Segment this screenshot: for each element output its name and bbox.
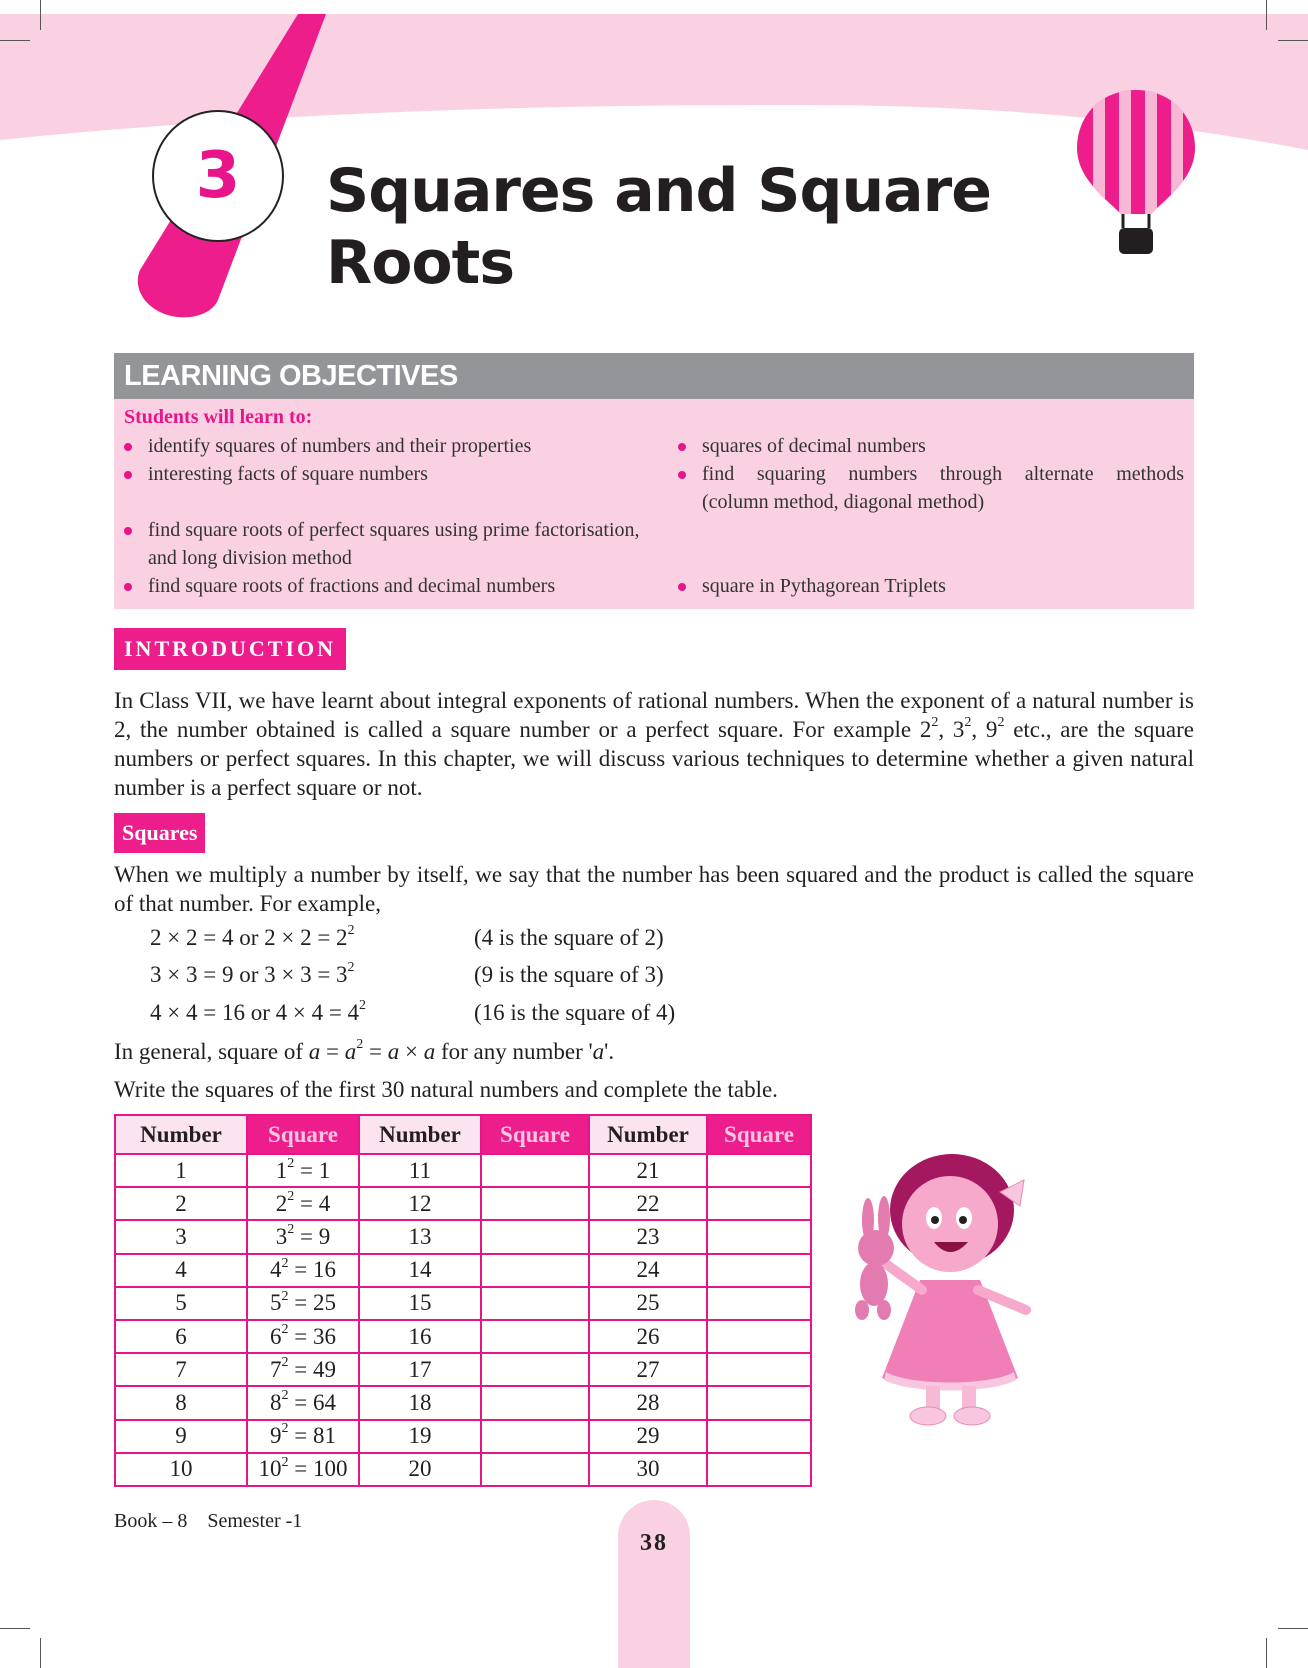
number-cell: 3 — [115, 1220, 247, 1253]
crop-mark — [0, 40, 30, 41]
number-cell: 4 — [115, 1254, 247, 1287]
number-cell: 11 — [359, 1154, 481, 1187]
number-cell: 6 — [115, 1320, 247, 1353]
example-equation: 3 × 3 = 9 or $3 \times 3 = 3^2$ — [150, 960, 355, 987]
square-cell-blank — [707, 1154, 811, 1187]
introduction-heading: INTRODUCTION — [114, 628, 346, 670]
crop-mark — [1266, 1638, 1267, 1668]
square-cell-blank — [481, 1453, 589, 1486]
table-row — [115, 1287, 811, 1320]
square-cell-blank — [707, 1254, 811, 1287]
square-cell-blank — [481, 1420, 589, 1453]
chapter-title-line2: Roots — [326, 228, 515, 298]
square-cell-blank — [707, 1453, 811, 1486]
number-cell: 25 — [589, 1287, 707, 1320]
square-cell-blank — [707, 1420, 811, 1453]
number-cell: 16 — [359, 1320, 481, 1353]
table-row — [115, 1187, 811, 1220]
learning-objectives-heading: LEARNING OBJECTIVES — [114, 353, 1194, 399]
objective-item: squares of decimal numbers — [702, 432, 926, 460]
table-row — [115, 1453, 811, 1486]
objective-item-continued: (column method, diagonal method) — [702, 491, 985, 513]
table-row — [115, 1420, 811, 1453]
square-cell: $2^2 = 4$ — [247, 1187, 359, 1220]
crop-mark — [1278, 40, 1308, 41]
crop-mark — [0, 1628, 30, 1629]
number-cell: 21 — [589, 1154, 707, 1187]
number-cell: 30 — [589, 1453, 707, 1486]
column-header: Square — [481, 1115, 589, 1154]
number-cell: 5 — [115, 1287, 247, 1320]
page-number-tab — [618, 1500, 690, 1668]
crop-mark — [40, 0, 41, 30]
square-cell-blank — [481, 1320, 589, 1353]
square-cell-blank — [481, 1154, 589, 1187]
square-cell: $7^2 = 49$ — [247, 1353, 359, 1386]
example-note: (9 is the square of 3) — [474, 962, 664, 987]
square-cell: $4^2 = 16$ — [247, 1254, 359, 1287]
square-cell: $1^2 = 1$ — [247, 1154, 359, 1187]
crop-mark — [1266, 0, 1267, 30]
girl-with-bunny-illustration — [840, 1140, 1060, 1430]
square-cell-blank — [481, 1353, 589, 1386]
number-cell: 12 — [359, 1187, 481, 1220]
chapter-number: 3 — [195, 139, 241, 213]
number-cell: 2 — [115, 1187, 247, 1220]
example-note: (4 is the square of 2) — [474, 925, 664, 950]
example-note: (16 is the square of 4) — [474, 1000, 676, 1025]
chapter-title-line1: Squares and Square — [326, 156, 991, 226]
example-equation: 4 × 4 = 16 or $4 \times 4 = 4^2$ — [150, 998, 367, 1025]
square-cell-blank — [481, 1187, 589, 1220]
number-cell: 10 — [115, 1453, 247, 1486]
column-header: Number — [359, 1115, 481, 1154]
number-cell: 8 — [115, 1386, 247, 1419]
squares-paragraph: When we multiply a number by itself, we say that the number has been squared and the product is called the square of that number. For example, — [114, 862, 1194, 916]
column-header: Square — [247, 1115, 359, 1154]
introduction-paragraph: In Class VII, we have learnt about integral exponents of rational numbers. When the exponent of a natural number is 2, the number obtained is called a square number or a perfect square. For example $2^2$, $3^2$, $9^2$ etc., are the square numbers or perfect squares. In this chapter, we will discuss various techniques to determine whether a given natural number is a perfect square or not. — [114, 688, 1195, 800]
hot-air-balloon-icon — [1073, 86, 1199, 258]
objective-item-continued: and long division method — [148, 547, 352, 569]
table-row — [115, 1154, 811, 1187]
table-row — [115, 1254, 811, 1287]
square-cell-blank — [707, 1320, 811, 1353]
objective-item: find square roots of fractions and decimal numbers — [148, 572, 555, 600]
square-cell: $3^2 = 9$ — [247, 1220, 359, 1253]
number-cell: 14 — [359, 1254, 481, 1287]
page-number: 38 — [640, 1530, 668, 1556]
table-header-row — [115, 1115, 811, 1154]
chapter-number-badge — [152, 110, 284, 242]
column-header: Number — [589, 1115, 707, 1154]
objective-item: find square roots of perfect squares using prime factorisation, — [148, 516, 640, 544]
number-cell: 23 — [589, 1220, 707, 1253]
number-cell: 17 — [359, 1353, 481, 1386]
number-cell: 26 — [589, 1320, 707, 1353]
square-cell-blank — [481, 1220, 589, 1253]
crop-mark — [1278, 1628, 1308, 1629]
squares-heading: Squares — [114, 813, 205, 853]
number-cell: 18 — [359, 1386, 481, 1419]
square-cell-blank — [707, 1386, 811, 1419]
square-cell-blank — [707, 1353, 811, 1386]
number-cell: 29 — [589, 1420, 707, 1453]
table-row — [115, 1220, 811, 1253]
square-cell-blank — [481, 1386, 589, 1419]
number-cell: 1 — [115, 1154, 247, 1187]
table-row — [115, 1353, 811, 1386]
table-row — [115, 1320, 811, 1353]
square-cell-blank — [707, 1287, 811, 1320]
square-cell-blank — [707, 1220, 811, 1253]
square-cell-blank — [481, 1287, 589, 1320]
number-cell: 27 — [589, 1353, 707, 1386]
table-row — [115, 1386, 811, 1419]
objectives-lead: Students will learn to: — [124, 406, 313, 428]
example-equation: 2 × 2 = 4 or $2 \times 2 = 2^2$ — [150, 923, 355, 950]
objective-item: interesting facts of square numbers — [148, 460, 428, 488]
column-header: Number — [115, 1115, 247, 1154]
squares-table — [114, 1114, 812, 1487]
table-instruction: Write the squares of the first 30 natural numbers and complete the table. — [114, 1077, 778, 1102]
square-cell-blank — [481, 1254, 589, 1287]
crop-mark — [40, 1638, 41, 1668]
number-cell: 15 — [359, 1287, 481, 1320]
column-header: Square — [707, 1115, 811, 1154]
number-cell: 28 — [589, 1386, 707, 1419]
number-cell: 7 — [115, 1353, 247, 1386]
square-cell: $9^2 = 81$ — [247, 1420, 359, 1453]
number-cell: 19 — [359, 1420, 481, 1453]
square-cell: $10^2 = 100$ — [247, 1453, 359, 1486]
book-semester-label: Book – 8 Semester -1 — [114, 1510, 303, 1532]
square-cell: $6^2 = 36$ — [247, 1320, 359, 1353]
number-cell: 20 — [359, 1453, 481, 1486]
square-cell: $8^2 = 64$ — [247, 1386, 359, 1419]
number-cell: 9 — [115, 1420, 247, 1453]
number-cell: 24 — [589, 1254, 707, 1287]
objective-item: identify squares of numbers and their properties — [148, 432, 531, 460]
number-cell: 13 — [359, 1220, 481, 1253]
square-cell: $5^2 = 25$ — [247, 1287, 359, 1320]
number-cell: 22 — [589, 1187, 707, 1220]
square-cell-blank — [707, 1187, 811, 1220]
chapter-title — [326, 155, 1026, 299]
general-rule: In general, square of $a = a^2 = a \times a$ for any number 'a'. — [114, 1037, 615, 1064]
objective-item: square in Pythagorean Triplets — [702, 572, 946, 600]
objective-item: find squaring numbers through alternate methods — [702, 460, 1184, 488]
